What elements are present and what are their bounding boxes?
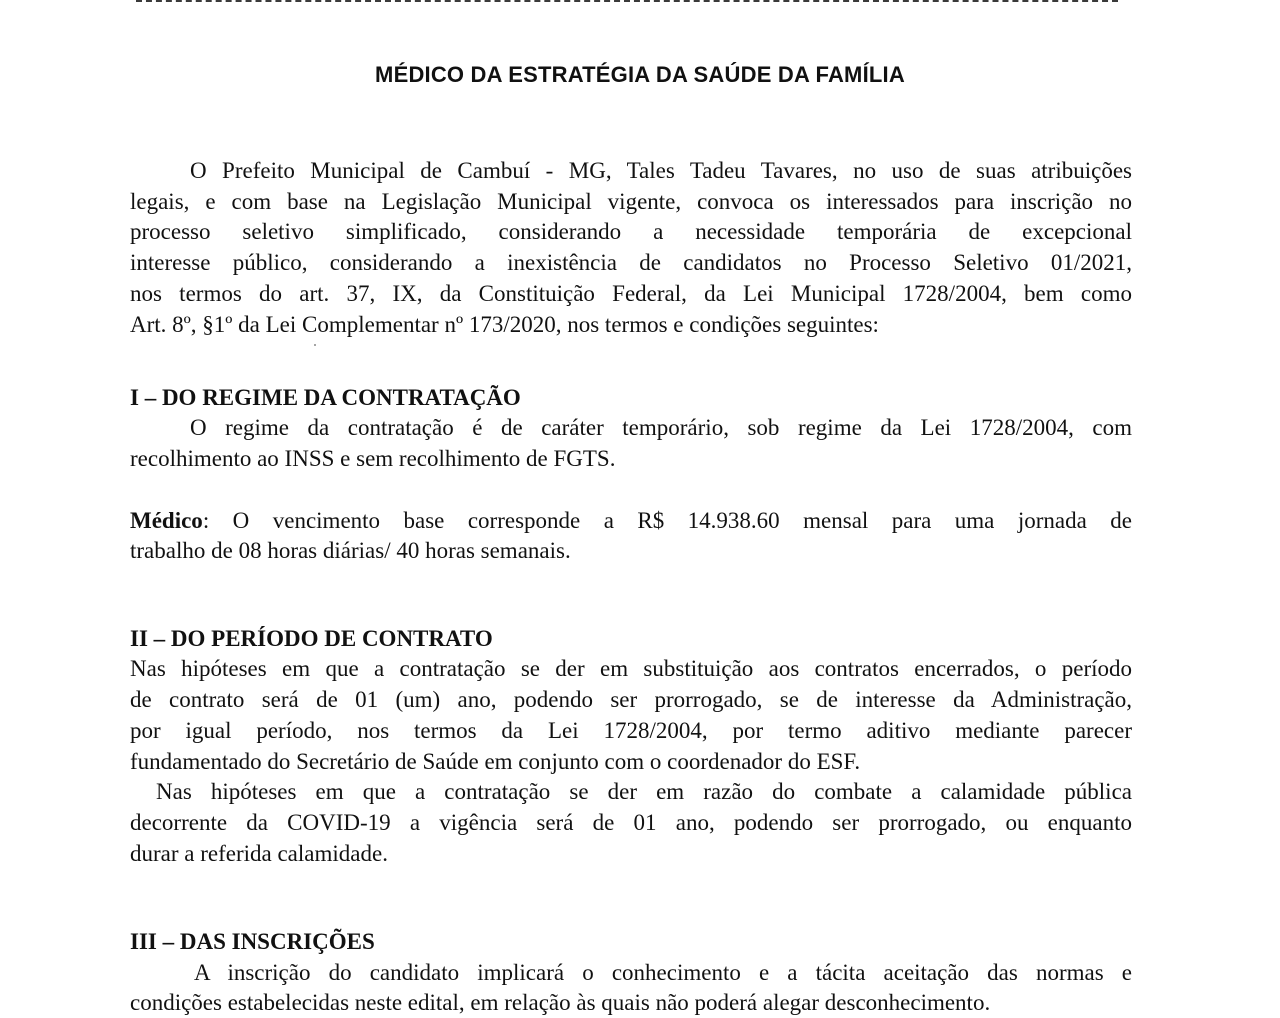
scan-speck	[314, 344, 316, 346]
medico-hours-line: trabalho de 08 horas diárias/ 40 horas semanais.	[130, 538, 571, 563]
section-heading-inscricoes: III – DAS INSCRIÇÕES	[130, 929, 375, 954]
section1-line: O regime da contratação é de caráter temporário, sob regime da Lei 1728/2004, com	[190, 415, 1132, 440]
section1-line: recolhimento ao INSS e sem recolhimento de FGTS.	[130, 446, 616, 471]
intro-line: O Prefeito Municipal de Cambuí - MG, Tales Tadeu Tavares, no uso de suas atribuições	[190, 158, 1132, 183]
intro-line: nos termos do art. 37, IX, da Constituição Federal, da Lei Municipal 1728/2004, bem como	[130, 281, 1132, 306]
section2-line: de contrato será de 01 (um) ano, podendo ser prorrogado, se de interesse da Administração,	[130, 687, 1132, 712]
section-heading-regime: I – DO REGIME DA CONTRATAÇÃO	[130, 385, 521, 410]
section2-line: decorrente da COVID-19 a vigência será de 01 ano, podendo ser prorrogado, ou enquanto	[130, 810, 1132, 835]
intro-line: Art. 8º, §1º da Lei Complementar nº 173/2020, nos termos e condições seguintes:	[130, 312, 879, 337]
section2-line: fundamentado do Secretário de Saúde em conjunto com o coordenador do ESF.	[130, 749, 861, 774]
medico-label: Médico	[130, 508, 203, 533]
section2-line: Nas hipóteses em que a contratação se der em razão do combate a calamidade pública	[156, 779, 1132, 804]
top-dashed-rule	[136, 0, 1118, 2]
medico-salary-line	[130, 505, 1132, 536]
medico-salary-text: : O vencimento base corresponde a R$ 14.938.60 mensal para uma jornada de	[202, 508, 1132, 533]
intro-line: processo seletivo simplificado, considerando a necessidade temporária de excepcional	[130, 219, 1132, 244]
section2-line: Nas hipóteses em que a contratação se der em substituição aos contratos encerrados, o período	[130, 656, 1132, 681]
intro-line: legais, e com base na Legislação Municipal vigente, convoca os interessados para inscrição no	[130, 189, 1132, 214]
intro-line: interesse público, considerando a inexistência de candidatos no Processo Seletivo 01/2021,	[130, 250, 1132, 275]
section2-line: por igual período, nos termos da Lei 1728/2004, por termo aditivo mediante parecer	[130, 718, 1132, 743]
document-title: MÉDICO DA ESTRATÉGIA DA SAÚDE DA FAMÍLIA	[375, 62, 905, 87]
section2-line: durar a referida calamidade.	[130, 841, 388, 866]
section-heading-periodo: II – DO PERÍODO DE CONTRATO	[130, 626, 493, 651]
section3-line: condições estabelecidas neste edital, em relação às quais não poderá alegar desconhecimento.	[130, 990, 991, 1015]
section3-line: A inscrição do candidato implicará o conhecimento e a tácita aceitação das normas e	[194, 960, 1132, 985]
